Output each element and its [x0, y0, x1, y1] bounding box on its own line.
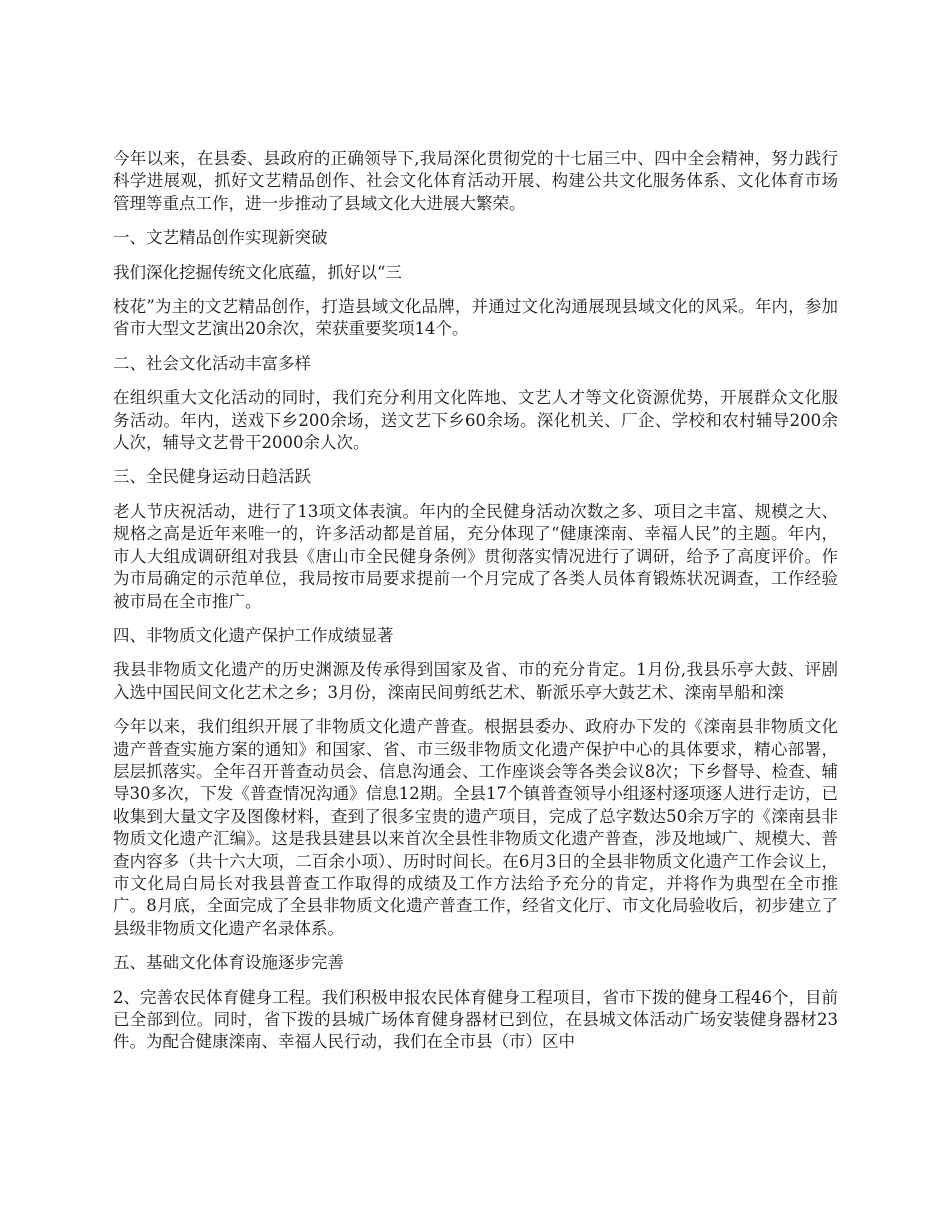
body-paragraph: 我们深化挖掘传统文化底蕴，抓好以“三 [113, 262, 402, 282]
section-heading-4: 四、非物质文化遗产保护工作成绩显著 [113, 625, 394, 645]
body-paragraph: 今年以来，我们组织开展了非物质文化遗产普查。根据县委办、政府办下发的《滦南县非物质文化遗产普查实施方案的通知》和国家、省、市三级非物质文化遗产保护中心的具体要求，精心部署，层层抓落实。全年召开普查动员会、信息沟通会、工作座谈会等各类会议8次；下乡督导、检查、辅导30多次，下发《普查情况沟通》信息12期。全县17个镇普查领导小组逐村逐项逐人进行走访，已收集到大量文字及图像材料，查到了很多宝贵的遗产项目，完成了总字数达50余万字的《滦南县非物质文化遗产汇编》。这是我县建县以来首次全县性非物质文化遗产普查，涉及地域广、规模大、普查内容多（共十六大项，二百余小项）、历时时间长。在6月3日的全县非物质文化遗产工作会议上，市文化局白局长对我县普查工作取得的成绩及工作方法给予充分的肯定，并将作为典型在全市推广。8月底，全面完成了全县非物质文化遗产普查工作，经省文化厅、市文化局验收后，初步建立了县级非物质文化遗产名录体系。 [113, 717, 838, 938]
intro-paragraph: 今年以来，在县委、县政府的正确领导下,我局深化贯彻党的十七届三中、四中全会精神，努力践行科学进展观，抓好文艺精品创作、社会文化体育活动开展、构建公共文化服务体系、文化体育市场管理等重点工作，进一步推动了县域文化大进展大繁荣。 [113, 149, 838, 213]
body-paragraph: 我县非物质文化遗产的历史渊源及传承得到国家及省、市的充分肯定。1月份,我县乐亭大鼓、评剧入选中国民间文化艺术之乡；3月份，滦南民间剪纸艺术、靳派乐亭大鼓艺术、滦南旱船和滦 [113, 660, 838, 702]
body-paragraph: 老人节庆祝活动，进行了13项文体表演。年内的全民健身活动次数之多、项目之丰富、规模之大、规格之高是近年来唯一的，许多活动都是首届，充分体现了“健康滦南、幸福人民”的主题。年内，市人大组成调研组对我县《唐山市全民健身条例》贯彻落实情况进行了调研，给予了高度评价。作为市局确定的示范单位，我局按市局要求提前一个月完成了各类人员体育锻炼状况调查，工作经验被市局在全市推广。 [113, 501, 838, 611]
section-heading-3: 三、全民健身运动日趋活跃 [113, 467, 311, 487]
section-heading-2: 二、社会文化活动丰富多样 [113, 353, 311, 373]
body-paragraph: 2、完善农民体育健身工程。我们积极申报农民体育健身工程项目，省市下拨的健身工程46个，目前已全部到位。同时，省下拨的县城广场体育健身器材已到位，在县城文体活动广场安装健身器材23件。为配合健康滦南、幸福人民行动，我们在全市县（市）区中 [113, 987, 838, 1052]
body-paragraph: 在组织重大文化活动的同时，我们充分利用文化阵地、文艺人才等文化资源优势，开展群众文化服务活动。年内，送戏下乡200余场，送文艺下乡60余场。深化机关、厂企、学校和农村辅导200余人次，辅导文艺骨干2000余人次。 [113, 388, 838, 453]
section-heading-5: 五、基础文化体育设施逐步完善 [113, 953, 344, 973]
body-paragraph: 枝花”为主的文艺精品创作，打造县域文化品牌，并通过文化沟通展现县域文化的风采。年内，参加省市大型文艺演出20余次，荣获重要奖项14个。 [113, 297, 838, 339]
section-heading-1: 一、文艺精品创作实现新突破 [113, 228, 328, 248]
document-body [113, 148, 838, 1054]
